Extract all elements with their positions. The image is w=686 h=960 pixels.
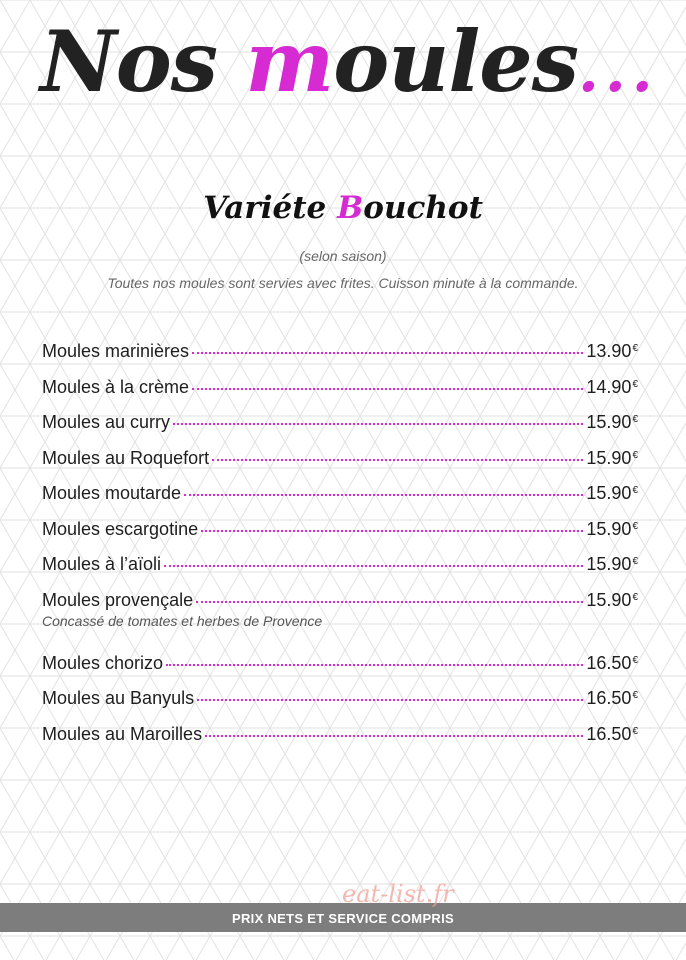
currency-symbol: € bbox=[632, 690, 638, 701]
dotted-leader bbox=[201, 530, 583, 532]
title-accent-letter: m bbox=[245, 12, 334, 111]
menu-item-description: Concassé de tomates et herbes de Provence bbox=[42, 612, 323, 629]
menu-item-price: 16.50€ bbox=[586, 723, 638, 744]
menu-item-price: 16.50€ bbox=[586, 652, 638, 673]
dotted-leader bbox=[212, 459, 583, 461]
dotted-leader bbox=[196, 601, 583, 603]
menu-item-name: Moules moutarde bbox=[42, 483, 182, 503]
menu-item-name: Moules au Roquefort bbox=[42, 447, 210, 468]
title-dots: ... bbox=[577, 36, 659, 106]
title-part: oules bbox=[333, 12, 578, 111]
menu-item bbox=[42, 518, 638, 554]
currency-symbol: € bbox=[632, 725, 638, 737]
menu-item-name: Moules marinières bbox=[42, 341, 190, 361]
season-note: (selon saison) bbox=[299, 248, 387, 264]
subtitle-accent-letter: B bbox=[337, 190, 364, 226]
currency-symbol: € bbox=[632, 654, 638, 666]
currency-symbol: € bbox=[632, 556, 638, 567]
menu-item bbox=[42, 411, 638, 447]
currency-symbol: € bbox=[632, 591, 638, 603]
menu-item bbox=[42, 652, 638, 688]
currency-symbol: € bbox=[632, 520, 638, 532]
menu-item-name: Moules à l’aïoli bbox=[42, 554, 162, 574]
menu-item-name: Moules provençale bbox=[42, 589, 194, 610]
menu-item-price: 16.50€ bbox=[586, 688, 638, 708]
menu-item bbox=[42, 376, 638, 412]
dotted-leader bbox=[184, 494, 583, 496]
currency-symbol: € bbox=[632, 449, 638, 461]
dotted-leader bbox=[164, 565, 583, 567]
currency-symbol: € bbox=[632, 378, 638, 390]
menu-item bbox=[42, 723, 638, 759]
menu-item-price: 15.90€ bbox=[586, 554, 638, 574]
footer-bar: PRIX NETS ET SERVICE COMPRIS bbox=[0, 903, 686, 932]
title-part: Nos bbox=[40, 12, 246, 111]
currency-symbol: € bbox=[632, 485, 638, 496]
menu-item-name: Moules chorizo bbox=[42, 652, 164, 673]
dotted-leader bbox=[173, 423, 583, 425]
menu-item-price: 15.90€ bbox=[586, 589, 638, 610]
menu-item bbox=[42, 687, 638, 723]
menu-item bbox=[42, 340, 638, 376]
menu-item-name: Moules au curry bbox=[42, 412, 171, 432]
dotted-leader bbox=[205, 735, 583, 737]
menu-item-price: 15.90€ bbox=[586, 518, 638, 539]
menu-item-price: 15.90€ bbox=[586, 483, 638, 503]
serving-note: Toutes nos moules sont servies avec frites. Cuisson minute à la commande. bbox=[107, 275, 579, 291]
menu-item-price: 14.90€ bbox=[586, 376, 638, 397]
dotted-leader bbox=[192, 388, 583, 390]
watermark: eat-list.fr bbox=[342, 880, 454, 908]
dotted-leader bbox=[192, 352, 583, 354]
section-title bbox=[0, 190, 686, 226]
menu-item-price: 15.90€ bbox=[586, 412, 638, 432]
dotted-leader bbox=[197, 699, 583, 701]
menu-item bbox=[42, 553, 638, 589]
dotted-leader bbox=[166, 664, 583, 666]
menu-item-price: 13.90€ bbox=[586, 341, 638, 361]
menu-list bbox=[42, 340, 638, 758]
menu-item-name: Moules escargotine bbox=[42, 518, 199, 539]
currency-symbol: € bbox=[632, 414, 638, 425]
page-title bbox=[40, 12, 659, 111]
currency-symbol: € bbox=[632, 343, 638, 354]
menu-item bbox=[42, 482, 638, 518]
menu-item-price: 15.90€ bbox=[586, 447, 638, 468]
subtitle-part: ouchot bbox=[363, 190, 483, 226]
menu-item-name: Moules au Banyuls bbox=[42, 688, 195, 708]
menu-item bbox=[42, 447, 638, 483]
menu-item bbox=[42, 589, 638, 612]
subtitle-part: Variéte bbox=[203, 190, 338, 226]
menu-item-name: Moules au Maroilles bbox=[42, 723, 203, 744]
menu-item-name: Moules à la crème bbox=[42, 376, 190, 397]
